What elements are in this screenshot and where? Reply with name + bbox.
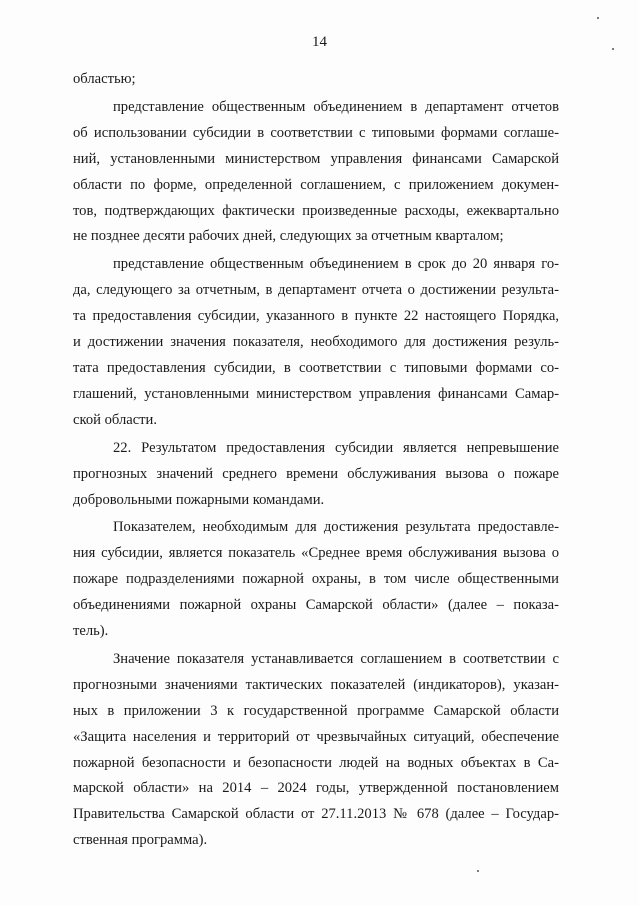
text-line: прогнозных значений среднего времени обслуживания вызова о пожаре <box>73 465 559 482</box>
text-line: представление общественным объединением в срок до 20 января го- <box>113 256 559 273</box>
page-number: 14 <box>312 34 327 50</box>
document-body <box>73 67 559 854</box>
scan-speck <box>612 48 614 50</box>
text-line: да, следующего за отчетным, в департамент отчета о достижении результа- <box>73 282 559 299</box>
text-line: глашений, установленными министерством управления финансами Самар- <box>73 385 559 402</box>
text-line: не позднее десяти рабочих дней, следующих за отчетным кварталом; <box>73 228 504 245</box>
text-line: об использовании субсидии в соответствии с типовыми формами соглаше- <box>73 124 559 141</box>
text-line: марской области» на 2014 – 2024 годы, утвержденной постановлением <box>73 780 559 797</box>
text-line: областью; <box>73 71 136 87</box>
text-line: прогнозными значениями тактических показателей (индикаторов), указан- <box>73 676 559 693</box>
text-line: ных в приложении 3 к государственной программе Самарской области <box>73 702 559 719</box>
scan-speck <box>597 17 599 19</box>
text-line: пожарной безопасности и безопасности людей на водных объектах в Са- <box>73 754 559 771</box>
scan-speck <box>477 870 479 872</box>
text-line: тата предоставления субсидии, в соответствии с типовыми формами со- <box>73 359 559 376</box>
text-line: представление общественным объединением в департамент отчетов <box>113 98 559 115</box>
text-line: 22. Результатом предоставления субсидии является непревышение <box>113 439 559 456</box>
text-line: ний, установленными министерством управления финансами Самарской <box>73 150 559 167</box>
text-line: объединениями пожарной охраны Самарской области» (далее – показа- <box>73 597 559 614</box>
text-line: ственная программа). <box>73 832 208 849</box>
text-line: пожаре подразделениями пожарной охраны, в том числе общественными <box>73 571 559 588</box>
text-line: Правительства Самарской области от 27.11.2013 № 678 (далее – Государ- <box>73 806 559 823</box>
text-line: та предоставления субсидии, указанного в пункте 22 настоящего Порядка, <box>73 308 559 325</box>
text-line: ния субсидии, является показатель «Среднее время обслуживания вызова о <box>73 545 559 562</box>
text-line: добровольными пожарными командами. <box>73 491 325 508</box>
text-line: области по форме, определенной соглашением, с приложением докумен- <box>73 176 559 193</box>
text-line: ской области. <box>73 411 158 428</box>
text-line: тель). <box>73 623 109 640</box>
text-line: Значение показателя устанавливается соглашением в соответствии с <box>113 650 559 667</box>
text-line: тов, подтверждающих фактически произведенные расходы, ежеквартально <box>73 202 559 219</box>
text-line: Показателем, необходимым для достижения результата предоставле- <box>113 519 559 536</box>
text-line: «Защита населения и территорий от чрезвычайных ситуаций, обеспечение <box>73 728 559 745</box>
text-line: и достижении значения показателя, необходимого для достижения резуль- <box>73 334 559 351</box>
